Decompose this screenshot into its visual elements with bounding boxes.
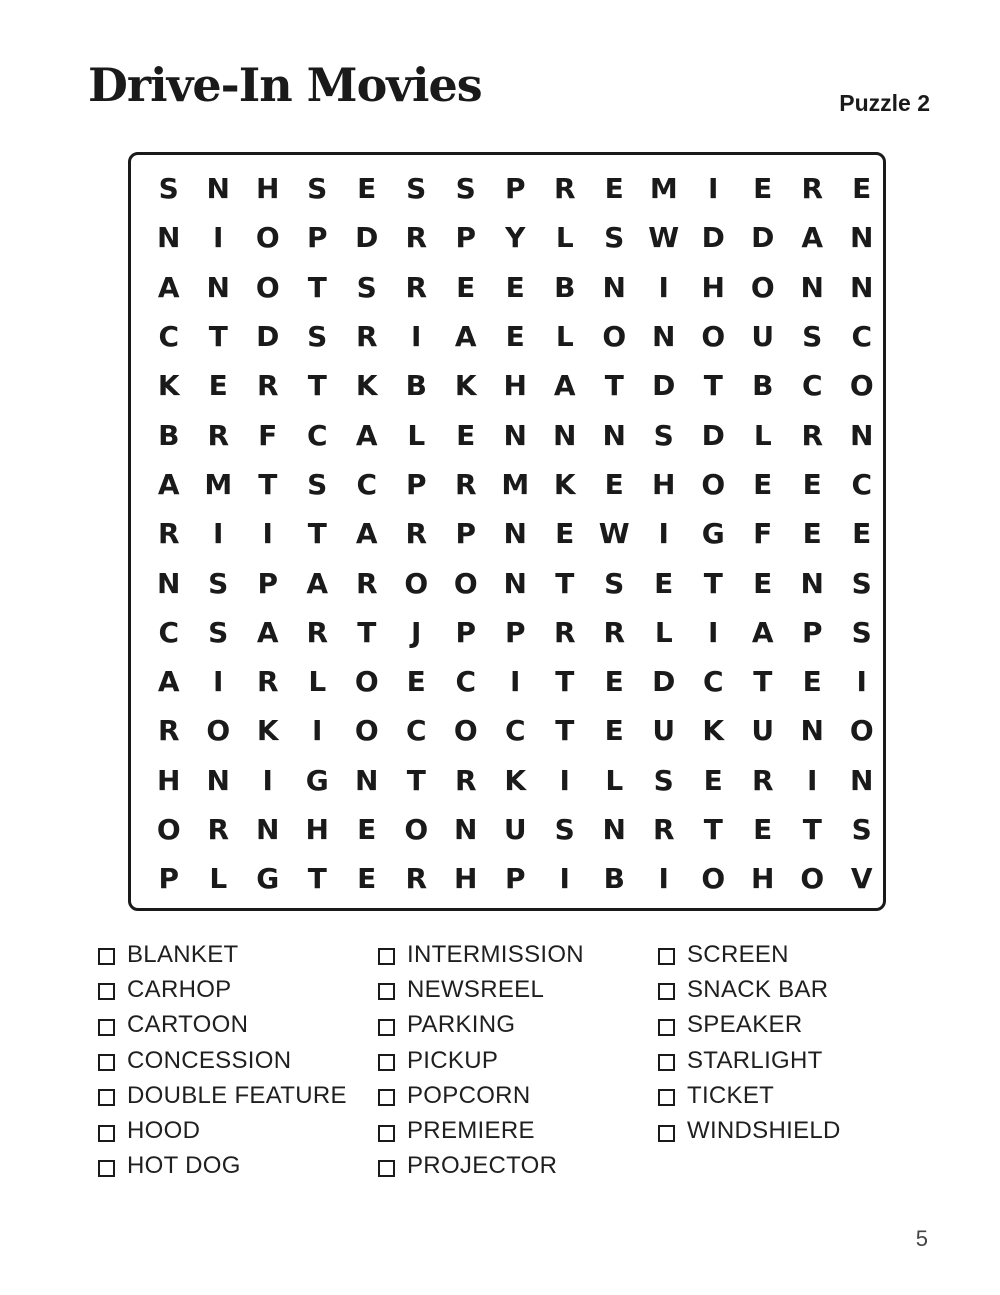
- grid-cell: L: [308, 665, 327, 699]
- word-list-item: [658, 972, 938, 1007]
- grid-cell: P: [455, 517, 477, 551]
- word-label: TICKET: [687, 1081, 775, 1109]
- grid-cell: H: [652, 467, 676, 501]
- word-label: PROJECTOR: [407, 1152, 558, 1180]
- grid-cell: S: [356, 270, 377, 304]
- grid-cell: E: [753, 566, 773, 600]
- grid-cell: E: [208, 369, 228, 403]
- grid-cell: I: [213, 221, 224, 255]
- grid-cell: H: [305, 813, 329, 846]
- grid-cell: E: [357, 813, 377, 846]
- grid-cell: C: [504, 714, 526, 748]
- grid-cell: O: [255, 221, 280, 255]
- grid-cell: N: [652, 320, 676, 354]
- grid-cell: I: [559, 763, 570, 797]
- word-label: PARKING: [407, 1011, 516, 1039]
- checkbox[interactable]: [658, 1054, 675, 1071]
- grid-cell: R: [751, 763, 774, 797]
- grid-cell: N: [503, 566, 527, 600]
- grid-cell: S: [158, 172, 179, 206]
- grid-cell: S: [307, 320, 328, 354]
- grid-cell: B: [158, 418, 180, 452]
- grid-cell: H: [503, 369, 527, 403]
- grid-cell: R: [603, 615, 626, 649]
- grid-cell: E: [456, 270, 476, 304]
- grid-cell: N: [800, 270, 824, 304]
- grid-cell: E: [555, 517, 575, 551]
- grid-cell: N: [157, 221, 181, 255]
- word-label: CONCESSION: [127, 1046, 292, 1074]
- checkbox[interactable]: [658, 1019, 675, 1036]
- grid-cell: S: [851, 566, 872, 600]
- grid-cell: S: [307, 172, 328, 206]
- grid-cell: L: [654, 615, 673, 649]
- grid-cell: C: [158, 615, 180, 649]
- grid-cell: L: [407, 418, 426, 452]
- grid-cell: D: [256, 320, 280, 354]
- grid-cell: S: [851, 813, 872, 846]
- word-list-item: [658, 937, 938, 972]
- grid-cell: P: [504, 862, 526, 896]
- grid-cell: R: [157, 517, 180, 551]
- grid-cell: N: [850, 418, 874, 452]
- grid-cell: I: [510, 665, 521, 699]
- grid-cell: C: [455, 665, 477, 699]
- grid-cell: E: [357, 172, 377, 206]
- puzzle-label: Puzzle 2: [839, 90, 930, 116]
- grid-cell: R: [801, 172, 824, 206]
- word-list-item: [98, 1149, 378, 1184]
- grid-cell: R: [256, 369, 279, 403]
- grid-cell: L: [555, 221, 574, 255]
- grid-cell: C: [851, 320, 873, 354]
- grid-cell: I: [856, 665, 867, 699]
- grid-cell: P: [306, 221, 328, 255]
- grid-cell: P: [257, 566, 279, 600]
- grid-cell: O: [404, 813, 429, 846]
- grid-cell: L: [555, 320, 574, 354]
- word-list-item: [98, 1078, 378, 1113]
- checkbox[interactable]: [98, 1160, 115, 1177]
- grid-cell: O: [849, 714, 874, 748]
- grid-cell: S: [653, 763, 674, 797]
- word-label: SCREEN: [687, 940, 789, 968]
- grid-cell: E: [505, 270, 525, 304]
- checkbox[interactable]: [98, 983, 115, 1000]
- grid-cell: N: [157, 566, 181, 600]
- grid-cell: T: [258, 467, 278, 501]
- grid-cell: N: [602, 418, 626, 452]
- checkbox[interactable]: [98, 1019, 115, 1036]
- grid-cell: P: [158, 862, 180, 896]
- word-list-item: [378, 937, 658, 972]
- grid-cell: U: [751, 714, 775, 748]
- grid-cell: C: [356, 467, 378, 501]
- grid-cell: O: [849, 369, 874, 403]
- grid-cell: T: [753, 665, 773, 699]
- word-label: DOUBLE FEATURE: [127, 1081, 347, 1109]
- word-list-column: [378, 937, 658, 1184]
- word-list: [98, 937, 958, 1184]
- checkbox[interactable]: [378, 1089, 395, 1106]
- word-search-grid: [144, 164, 887, 903]
- grid-cell: G: [701, 517, 725, 551]
- grid-cell: P: [405, 467, 427, 501]
- grid-cell: E: [852, 172, 872, 206]
- word-list-column: [98, 937, 378, 1184]
- grid-cell: U: [503, 813, 527, 846]
- grid-cell: N: [850, 270, 874, 304]
- grid-cell: E: [604, 665, 624, 699]
- grid-cell: N: [206, 172, 230, 206]
- grid-cell: O: [404, 566, 429, 600]
- grid-cell: A: [157, 270, 180, 304]
- checkbox[interactable]: [378, 948, 395, 965]
- grid-cell: R: [553, 615, 576, 649]
- grid-cell: S: [604, 221, 625, 255]
- word-list-item: [98, 972, 378, 1007]
- grid-cell: N: [503, 517, 527, 551]
- grid-cell: O: [354, 665, 379, 699]
- checkbox[interactable]: [658, 1089, 675, 1106]
- word-label: SPEAKER: [687, 1011, 803, 1039]
- word-label: HOOD: [127, 1117, 201, 1145]
- grid-cell: I: [262, 517, 273, 551]
- grid-cell: R: [306, 615, 329, 649]
- grid-cell: E: [802, 517, 822, 551]
- grid-cell: O: [701, 320, 726, 354]
- grid-cell: B: [752, 369, 774, 403]
- grid-cell: T: [307, 369, 327, 403]
- grid-cell: N: [256, 813, 280, 846]
- grid-cell: O: [800, 862, 825, 896]
- grid-cell: E: [753, 467, 773, 501]
- grid-cell: E: [357, 862, 377, 896]
- grid-cell: A: [801, 221, 824, 255]
- grid-cell: S: [653, 418, 674, 452]
- grid-cell: C: [405, 714, 427, 748]
- page-title: Drive-In Movies: [88, 58, 482, 112]
- grid-cell: H: [751, 862, 775, 896]
- grid-cell: T: [208, 320, 228, 354]
- grid-cell: E: [703, 763, 723, 797]
- grid-cell: A: [157, 665, 180, 699]
- grid-cell: Y: [505, 221, 526, 255]
- grid-cell: A: [355, 418, 378, 452]
- checkbox[interactable]: [658, 983, 675, 1000]
- word-list-item: [378, 1078, 658, 1113]
- grid-cell: I: [213, 517, 224, 551]
- grid-cell: K: [702, 714, 725, 748]
- grid-cell: W: [598, 517, 630, 551]
- grid-cell: T: [307, 270, 327, 304]
- word-list-item: [98, 1008, 378, 1043]
- word-list-item: [658, 1078, 938, 1113]
- grid-cell: C: [801, 369, 823, 403]
- grid-cell: E: [802, 467, 822, 501]
- grid-cell: R: [801, 418, 824, 452]
- grid-cell: K: [256, 714, 279, 748]
- word-label: NEWSREEL: [407, 975, 545, 1003]
- grid-cell: R: [652, 813, 675, 846]
- grid-cell: O: [701, 862, 726, 896]
- grid-cell: E: [852, 517, 872, 551]
- word-label: CARHOP: [127, 975, 232, 1003]
- grid-cell: T: [703, 813, 723, 846]
- grid-cell: T: [307, 517, 327, 551]
- grid-cell: O: [206, 714, 231, 748]
- grid-cell: B: [405, 369, 427, 403]
- grid-cell: A: [256, 615, 279, 649]
- grid-cell: A: [454, 320, 477, 354]
- grid-cell: R: [553, 172, 576, 206]
- word-label: WINDSHIELD: [687, 1117, 841, 1145]
- grid-cell: N: [850, 763, 874, 797]
- grid-cell: T: [357, 615, 377, 649]
- checkbox[interactable]: [98, 1089, 115, 1106]
- grid-cell: L: [753, 418, 772, 452]
- grid-cell: E: [654, 566, 674, 600]
- word-list-item: [658, 1043, 938, 1078]
- grid-cell: S: [455, 172, 476, 206]
- checkbox[interactable]: [378, 983, 395, 1000]
- grid-cell: F: [753, 517, 773, 551]
- grid-cell: P: [504, 615, 526, 649]
- grid-cell: R: [207, 418, 230, 452]
- grid-cell: K: [553, 467, 576, 501]
- word-list-column: [658, 937, 938, 1184]
- grid-cell: N: [503, 418, 527, 452]
- word-label: POPCORN: [407, 1081, 531, 1109]
- grid-cell: P: [455, 221, 477, 255]
- word-list-item: [658, 1113, 938, 1148]
- grid-cell: E: [753, 172, 773, 206]
- word-list-item: [378, 972, 658, 1007]
- grid-cell: T: [406, 763, 426, 797]
- grid-cell: M: [501, 467, 530, 501]
- grid-cell: T: [555, 665, 575, 699]
- grid-cell: C: [158, 320, 180, 354]
- grid-cell: O: [255, 270, 280, 304]
- grid-cell: I: [411, 320, 422, 354]
- grid-cell: P: [455, 615, 477, 649]
- grid-cell: N: [553, 418, 577, 452]
- grid-cell: A: [751, 615, 774, 649]
- grid-cell: T: [555, 714, 575, 748]
- grid-cell: L: [605, 763, 624, 797]
- grid-cell: I: [658, 862, 669, 896]
- checkbox[interactable]: [378, 1019, 395, 1036]
- grid-cell: G: [305, 763, 329, 797]
- grid-cell: S: [307, 467, 328, 501]
- grid-cell: O: [602, 320, 627, 354]
- checkbox[interactable]: [98, 948, 115, 965]
- grid-cell: S: [406, 172, 427, 206]
- grid-cell: I: [312, 714, 323, 748]
- grid-cell: M: [649, 172, 678, 206]
- grid-cell: R: [405, 221, 428, 255]
- grid-cell: I: [559, 862, 570, 896]
- grid-cell: R: [207, 813, 230, 846]
- grid-cell: R: [405, 862, 428, 896]
- word-list-item: [658, 1008, 938, 1043]
- grid-cell: N: [800, 566, 824, 600]
- checkbox[interactable]: [378, 1125, 395, 1142]
- grid-cell: E: [604, 467, 624, 501]
- word-label: HOT DOG: [127, 1152, 241, 1180]
- grid-cell: E: [604, 172, 624, 206]
- checkbox[interactable]: [658, 948, 675, 965]
- page-number: 5: [915, 1226, 928, 1251]
- grid-cell: N: [206, 270, 230, 304]
- word-label: INTERMISSION: [407, 940, 584, 968]
- grid-cell: R: [256, 665, 279, 699]
- word-list-item: [98, 937, 378, 972]
- grid-cell: O: [354, 714, 379, 748]
- word-list-item: [378, 1008, 658, 1043]
- word-label: PREMIERE: [407, 1117, 535, 1145]
- grid-cell: H: [157, 763, 181, 797]
- grid-cell: D: [355, 221, 379, 255]
- grid-cell: K: [454, 369, 477, 403]
- grid-cell: D: [652, 369, 676, 403]
- word-label: SNACK BAR: [687, 975, 829, 1003]
- grid-cell: B: [603, 862, 625, 896]
- grid-cell: T: [703, 369, 723, 403]
- grid-cell: S: [208, 615, 229, 649]
- grid-cell: R: [157, 714, 180, 748]
- grid-cell: R: [454, 467, 477, 501]
- grid-cell: I: [708, 615, 719, 649]
- grid-cell: E: [753, 813, 773, 846]
- grid-cell: A: [157, 467, 180, 501]
- checkbox[interactable]: [378, 1054, 395, 1071]
- grid-cell: K: [355, 369, 378, 403]
- grid-cell: N: [355, 763, 379, 797]
- grid-cell: I: [262, 763, 273, 797]
- grid-cell: I: [213, 665, 224, 699]
- grid-cell: P: [801, 615, 823, 649]
- grid-cell: V: [850, 862, 873, 896]
- grid-cell: U: [652, 714, 676, 748]
- checkbox[interactable]: [378, 1160, 395, 1177]
- word-label: BLANKET: [127, 940, 239, 968]
- grid-cell: O: [453, 566, 478, 600]
- grid-cell: H: [701, 270, 725, 304]
- grid-cell: E: [802, 665, 822, 699]
- grid-cell: I: [658, 270, 669, 304]
- grid-cell: H: [454, 862, 478, 896]
- grid-cell: S: [604, 566, 625, 600]
- grid-cell: O: [750, 270, 775, 304]
- grid-cell: N: [206, 763, 230, 797]
- grid-cell: A: [355, 517, 378, 551]
- grid-cell: I: [708, 172, 719, 206]
- grid-cell: O: [701, 467, 726, 501]
- word-list-item: [378, 1113, 658, 1148]
- grid-cell: P: [504, 172, 526, 206]
- word-search-grid-box: [128, 152, 886, 911]
- grid-cell: R: [454, 763, 477, 797]
- grid-cell: R: [355, 320, 378, 354]
- grid-cell: J: [411, 615, 422, 649]
- grid-cell: F: [258, 418, 278, 452]
- grid-cell: N: [800, 714, 824, 748]
- grid-cell: D: [701, 418, 725, 452]
- grid-cell: O: [453, 714, 478, 748]
- word-list-item: [98, 1113, 378, 1148]
- grid-cell: O: [156, 813, 181, 846]
- grid-cell: T: [604, 369, 624, 403]
- grid-cell: K: [504, 763, 527, 797]
- word-list-item: [98, 1043, 378, 1078]
- grid-cell: H: [256, 172, 280, 206]
- grid-cell: T: [555, 566, 575, 600]
- word-label: PICKUP: [407, 1046, 499, 1074]
- grid-cell: E: [505, 320, 525, 354]
- grid-cell: T: [703, 566, 723, 600]
- checkbox[interactable]: [658, 1125, 675, 1142]
- grid-cell: R: [355, 566, 378, 600]
- grid-cell: R: [405, 517, 428, 551]
- grid-cell: S: [554, 813, 575, 846]
- grid-cell: N: [602, 813, 626, 846]
- grid-cell: I: [807, 763, 818, 797]
- grid-cell: L: [209, 862, 228, 896]
- grid-cell: N: [850, 221, 874, 255]
- grid-cell: S: [208, 566, 229, 600]
- grid-cell: A: [306, 566, 329, 600]
- grid-cell: C: [851, 467, 873, 501]
- grid-cell: I: [658, 517, 669, 551]
- grid-cell: R: [405, 270, 428, 304]
- grid-cell: D: [701, 221, 725, 255]
- grid-cell: K: [157, 369, 180, 403]
- grid-cell: T: [307, 862, 327, 896]
- grid-cell: D: [751, 221, 775, 255]
- grid-cell: M: [204, 467, 233, 501]
- word-list-item: [378, 1043, 658, 1078]
- grid-cell: E: [456, 418, 476, 452]
- checkbox[interactable]: [98, 1054, 115, 1071]
- checkbox[interactable]: [98, 1125, 115, 1142]
- grid-cell: D: [652, 665, 676, 699]
- grid-cell: U: [751, 320, 775, 354]
- grid-cell: E: [406, 665, 426, 699]
- grid-cell: G: [256, 862, 280, 896]
- grid-cell: S: [851, 615, 872, 649]
- grid-cell: N: [602, 270, 626, 304]
- grid-cell: T: [802, 813, 822, 846]
- grid-cell: B: [554, 270, 576, 304]
- grid-cell: C: [306, 418, 328, 452]
- grid-cell: E: [604, 714, 624, 748]
- grid-cell: C: [702, 665, 724, 699]
- word-label: CARTOON: [127, 1011, 249, 1039]
- grid-cell: A: [553, 369, 576, 403]
- grid-cell: W: [648, 221, 680, 255]
- grid-cell: S: [802, 320, 823, 354]
- word-list-item: [378, 1149, 658, 1184]
- word-label: STARLIGHT: [687, 1046, 823, 1074]
- grid-cell: N: [454, 813, 478, 846]
